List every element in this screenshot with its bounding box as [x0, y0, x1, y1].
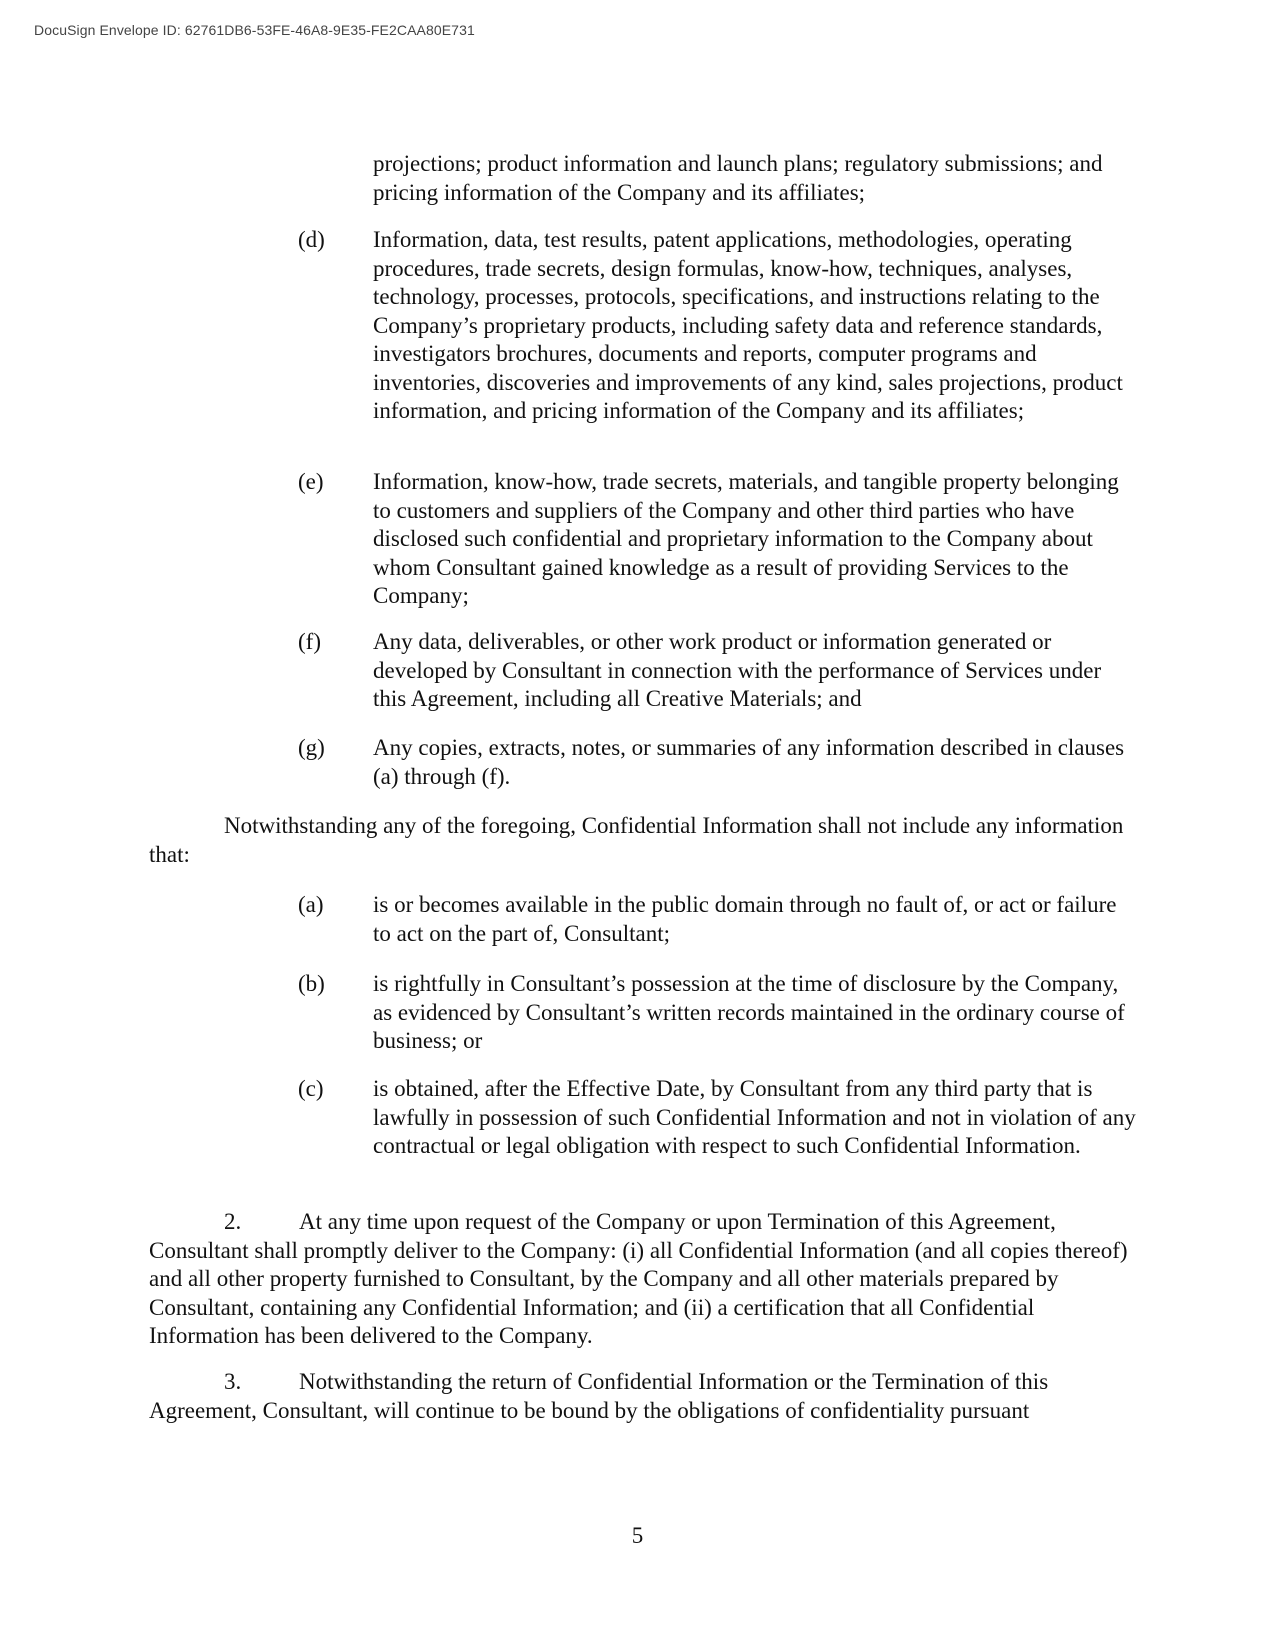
item-label: (a): [298, 892, 324, 917]
item-text: Information, data, test results, patent applications, methodologies, operating procedures, trade secrets, design formulas, know-how, techniques, analyses, technology, processes, protocols, specifications, and instructions relating to the Company’s proprietary products, including safety data and reference standards, investigators brochures, documents and reports, computer programs and inventories, discoveries and improvements of any kind, sales projections, product information, and pricing information of the Company and its affiliates;: [373, 227, 1123, 423]
item-text: Any data, deliverables, or other work product or information generated or developed by Consultant in connection with the performance of Services under this Agreement, including all Creative Materials; and: [373, 629, 1102, 711]
item-text: Information, know-how, trade secrets, materials, and tangible property belonging to customers and suppliers of the Company and other third parties who have disclosed such confidential and proprietary information to the Company about whom Consultant gained knowledge as a result of providing Services to the Company;: [373, 469, 1119, 608]
section-number: 3.: [224, 1369, 242, 1394]
item-text: is obtained, after the Effective Date, by Consultant from any third party that is lawfully in possession of such Confidential Information and not in violation of any contractual or legal obligation with respect to such Confidential Information.: [373, 1076, 1136, 1158]
section-text: Notwithstanding the return of Confidential Information or the Termination of this Agreement, Consultant, will continue to be bound by the obligations of confidentiality pursuant: [149, 1369, 1049, 1423]
notwithstanding-paragraph: [149, 812, 1134, 869]
section-2: [149, 1208, 1134, 1351]
item-text: is or becomes available in the public domain through no fault of, or act or failure to act on the part of, Consultant;: [373, 892, 1117, 946]
notwithstanding-text: Notwithstanding any of the foregoing, Confidential Information shall not include any information that:: [149, 813, 1124, 867]
section-text: At any time upon request of the Company or upon Termination of this Agreement, Consultant shall promptly deliver to the Company: (i) all Confidential Information (and all copies thereof) and all other property furnished to Consultant, by the Company and all other materials prepared by Consultant, containing any Confidential Information; and (ii) a certification that all Confidential Information has been delivered to the Company.: [149, 1209, 1128, 1348]
item-label: (f): [298, 629, 321, 654]
page-number: 5: [631, 1523, 644, 1548]
item-label: (b): [298, 971, 325, 996]
item-label: (d): [298, 227, 325, 252]
section-number: 2.: [224, 1209, 242, 1234]
continuation-text: projections; product information and launch plans; regulatory submissions; and pricing information of the Company and its affiliates;: [373, 151, 1103, 205]
item-label: (e): [298, 469, 324, 494]
item-label: (c): [298, 1076, 324, 1101]
item-text: Any copies, extracts, notes, or summaries of any information described in clauses (a) through (f).: [373, 735, 1125, 789]
item-text: is rightfully in Consultant’s possession at the time of disclosure by the Company, as evidenced by Consultant’s written records maintained in the ordinary course of business; or: [373, 971, 1125, 1053]
section-3: [149, 1368, 1134, 1425]
item-label: (g): [298, 735, 325, 760]
envelope-id: DocuSign Envelope ID: 62761DB6-53FE-46A8-9E35-FE2CAA80E731: [34, 22, 475, 38]
